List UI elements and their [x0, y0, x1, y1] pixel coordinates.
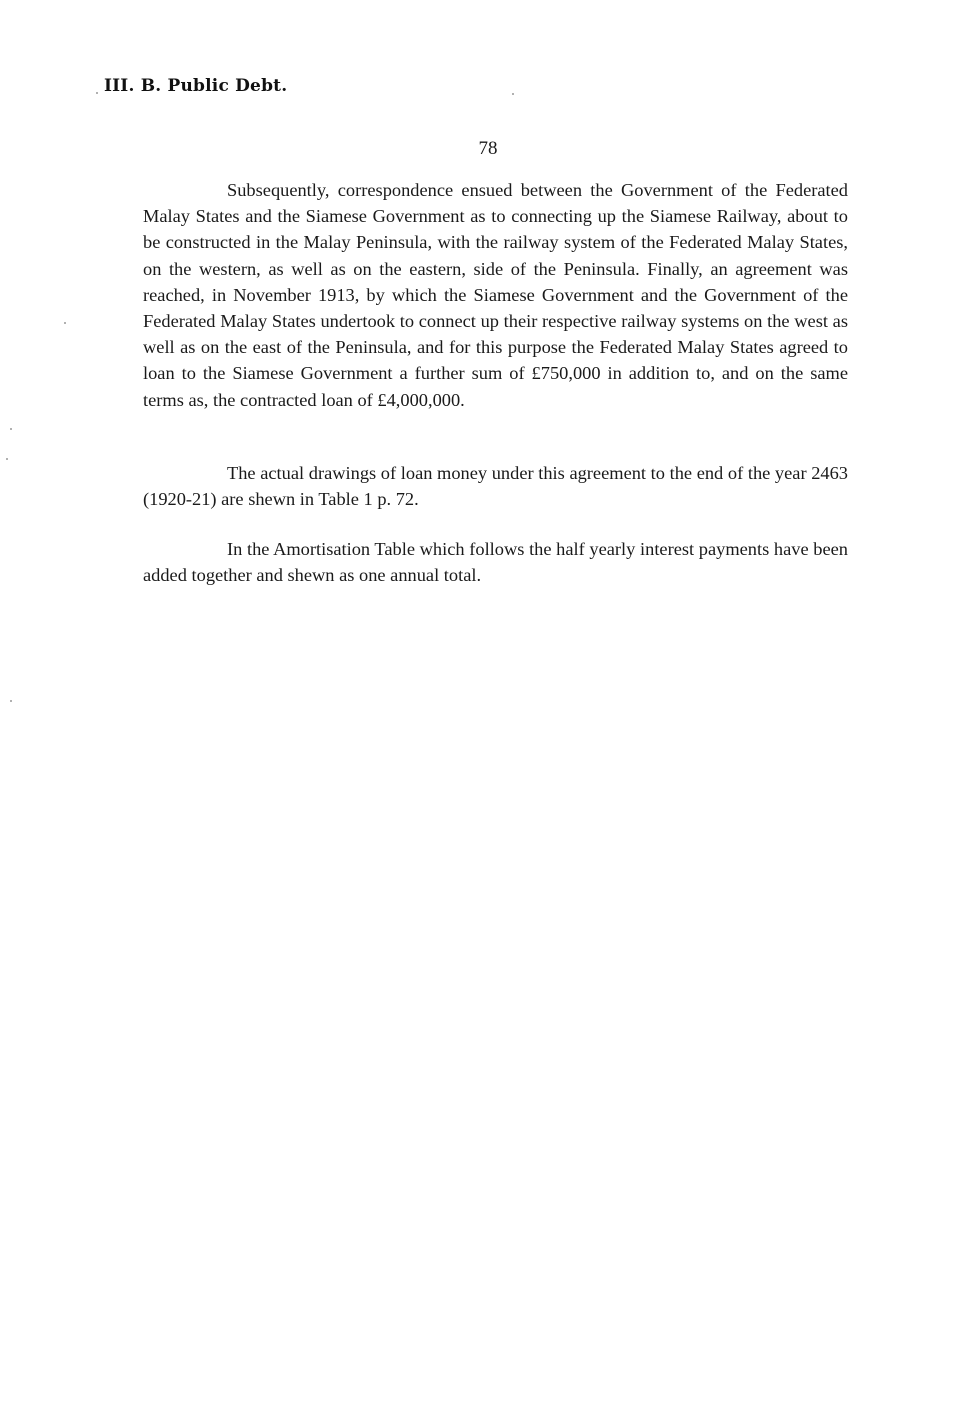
scan-speck	[512, 93, 514, 95]
paragraph-loan-drawings: The actual drawings of loan money under this agreement to the end of the year 2463 (1920-21) are shewn in Table 1 p. 72.	[143, 463, 848, 510]
paragraph-1-block	[143, 177, 848, 413]
paragraph-amortisation-note: In the Amortisation Table which follows the half yearly interest payments have been added together and shewn as one annual total.	[143, 539, 848, 586]
scan-speck	[6, 458, 8, 460]
scan-speck	[64, 322, 66, 324]
paragraph-2-block	[143, 460, 848, 512]
paragraph-railway-agreement: Subsequently, correspondence ensued between the Government of the Federated Malay States and the Siamese Government as to connecting up the Siamese Railway, about to be constructed in the Malay Peninsula, with the railway system of the Federated Malay States, on the western, as well as on the eastern, side of the Peninsula. Finally, an agreement was reached, in November 1913, by which the Siamese Government and the Government of the Federated Malay States undertook to connect up their respective railway systems on the west as well as on the east of the Peninsula, and for this purpose the Federated Malay States agreed to loan to the Siamese Government a further sum of £750,000 in addition to, and on the same terms as, the contracted loan of £4,000,000.	[143, 180, 848, 410]
section-heading: III. B. Public Debt.	[104, 76, 288, 96]
scan-speck	[10, 428, 12, 430]
scan-speck	[96, 92, 98, 94]
scan-speck	[10, 700, 12, 702]
paragraph-3-block	[143, 536, 848, 588]
page-number: 78	[478, 138, 498, 159]
